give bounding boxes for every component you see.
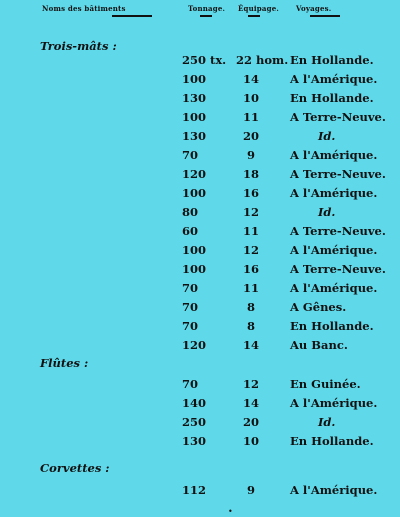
voyage-cell: A Terre-Neuve. [290,262,386,276]
equipage-cell: 20 [242,129,259,143]
voyage-cell: A Terre-Neuve. [290,167,386,181]
table-row [0,110,400,129]
equipage-cell: 14 [242,338,259,352]
equipage-cell: 12 [242,377,259,391]
table-row [0,224,400,243]
header-voyages: Voyages. [296,4,332,13]
voyage-cell: A l'Amérique. [290,281,378,295]
tonnage-cell: 140 [182,396,207,410]
equipage-cell: 22 hom. [236,53,289,67]
voyage-cell: A l'Amérique. [290,148,378,162]
equipage-cell: 14 [242,72,259,86]
table-row [0,319,400,338]
voyage-cell: Id. [318,129,336,143]
equipage-cell: 10 [242,91,259,105]
table-row [0,396,400,415]
tonnage-cell: 70 [182,377,199,391]
table-row [0,483,400,502]
table-row [0,53,400,72]
tonnage-cell: 120 [182,338,207,352]
tonnage-cell: 250 tx. [182,53,227,67]
voyage-cell: A Gênes. [290,300,347,314]
header-name: Noms des bâtiments [42,4,126,13]
header-rule [112,15,152,17]
tonnage-cell: 100 [182,243,207,257]
table-row [0,205,400,224]
tonnage-cell: 130 [182,129,207,143]
voyage-cell: En Hollande. [290,91,374,105]
equipage-cell: 8 [246,319,255,333]
equipage-cell: 8 [246,300,255,314]
footer-mark: • [228,507,233,516]
equipage-cell: 11 [242,224,259,238]
equipage-cell: 18 [242,167,259,181]
section-title: Trois-mâts : [40,39,117,53]
equipage-cell: 16 [242,186,259,200]
tonnage-cell: 112 [182,483,207,497]
equipage-cell: 9 [246,483,255,497]
table-row [0,91,400,110]
tonnage-cell: 70 [182,319,199,333]
voyage-cell: Au Banc. [290,338,348,352]
table-row [0,377,400,396]
table-row [0,186,400,205]
equipage-cell: 11 [242,110,259,124]
table-row [0,167,400,186]
voyage-cell: A l'Amérique. [290,186,378,200]
tonnage-cell: 130 [182,434,207,448]
equipage-cell: 11 [242,281,259,295]
voyage-cell: En Hollande. [290,319,374,333]
header-equipage: Équipage. [238,4,279,13]
tonnage-cell: 250 [182,415,207,429]
tonnage-cell: 70 [182,148,199,162]
voyage-cell: A l'Amérique. [290,396,378,410]
voyage-cell: A l'Amérique. [290,243,378,257]
table-header [0,4,400,22]
voyage-cell: A Terre-Neuve. [290,110,386,124]
table-row [0,281,400,300]
voyage-cell: A Terre-Neuve. [290,224,386,238]
tonnage-cell: 70 [182,300,199,314]
tonnage-cell: 130 [182,91,207,105]
voyage-cell: Id. [318,205,336,219]
tonnage-cell: 70 [182,281,199,295]
voyage-cell: En Hollande. [290,53,374,67]
table-row [0,300,400,319]
tonnage-cell: 120 [182,167,207,181]
tonnage-cell: 80 [182,205,199,219]
tonnage-cell: 60 [182,224,199,238]
tonnage-cell: 100 [182,72,207,86]
voyage-cell: Id. [318,415,336,429]
section-title: Flûtes : [40,356,89,370]
section-title: Corvettes : [40,461,110,475]
equipage-cell: 20 [242,415,259,429]
header-rule [310,15,340,17]
voyage-cell: En Guinée. [290,377,361,391]
equipage-cell: 14 [242,396,259,410]
voyage-cell: En Hollande. [290,434,374,448]
tonnage-cell: 100 [182,262,207,276]
table-row [0,262,400,281]
table-row [0,148,400,167]
table-row [0,72,400,91]
header-rule [248,15,260,17]
table-row [0,338,400,357]
header-tonnage: Tonnage. [188,4,226,13]
table-row [0,415,400,434]
voyage-cell: A l'Amérique. [290,72,378,86]
tonnage-cell: 100 [182,186,207,200]
table-row [0,129,400,148]
tonnage-cell: 100 [182,110,207,124]
equipage-cell: 10 [242,434,259,448]
header-rule [200,15,212,17]
equipage-cell: 12 [242,205,259,219]
voyage-cell: A l'Amérique. [290,483,378,497]
equipage-cell: 16 [242,262,259,276]
equipage-cell: 9 [246,148,255,162]
table-row [0,434,400,453]
table-row [0,243,400,262]
equipage-cell: 12 [242,243,259,257]
